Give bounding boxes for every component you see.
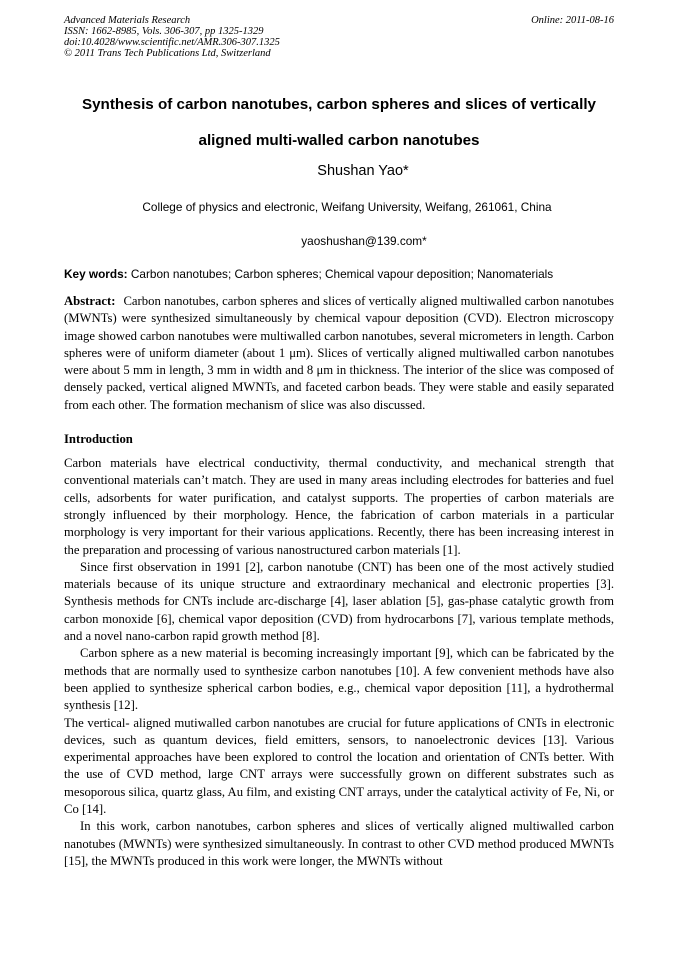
intro-paragraph-3: Carbon sphere as a new material is becoming increasingly important [9], which can be fabricated by the methods that are normally used to synthesize carbon nanotubes [10]. A few convenient methods have also been applied to synthesize spherical carbon bodies, e.g., chemical vapor deposition [11], a hydrothermal synthesis [12].: [64, 646, 614, 713]
journal-header: [64, 15, 614, 59]
keywords: [64, 267, 614, 281]
online-date: Online: 2011-08-16: [531, 15, 614, 26]
affiliation: College of physics and electronic, Weifang University, Weifang, 261061, China: [142, 200, 552, 214]
abstract-text: Carbon nanotubes, carbon spheres and slices of vertically aligned multiwalled carbon nanotubes (MWNTs) were synthesized simultaneously by chemical vapour deposition (CVD). Electron microscopy image showed carbon nanotubes were multiwalled carbon nanotubes, several micrometers in length. Carbon spheres were of uniform diameter (about 1 μm). Slices of vertically aligned multiwalled carbon nanotubes were about 5 mm in length, 3 mm in width and 8 μm in thickness. The interior of the slice was composed of densely packed, vertical aligned MWNTs, and faceted carbon beads. They were stable and easily separated from each other. The formation mechanism of slice was also discussed.: [64, 294, 614, 412]
title-line-2: aligned multi-walled carbon nanotubes: [198, 132, 480, 149]
keywords-text: Carbon nanotubes; Carbon spheres; Chemical vapour deposition; Nanomaterials: [130, 267, 554, 281]
journal-name: Advanced Materials Research: [64, 15, 191, 26]
title-line-1: Synthesis of carbon nanotubes, carbon spheres and slices of vertically: [81, 96, 596, 113]
author-name: Shushan Yao*: [317, 163, 409, 179]
abstract: [64, 293, 614, 414]
intro-paragraph-5: In this work, carbon nanotubes, carbon spheres and slices of vertically aligned multiwalled carbon nanotubes (MWNTs) were synthesized simultaneously. In contrast to other CVD method produced MWNTs [15], the MWNTs produced in this work were longer, the MWNTs without: [64, 819, 614, 868]
intro-paragraph-1: Carbon materials have electrical conductivity, thermal conductivity, and mechanical strength that conventional materials can’t match. They are used in many areas including electrodes for batteries and fuel cells, adsorbents for water purification, and catalyst supports. The properties of carbon materials are strongly influenced by their morphology. Hence, the fabrication of carbon materials in a particular morphology is very important for their various applications. Recently, there has been increasing interest in the preparation and processing of various nanostructured carbon materials [1].: [64, 456, 614, 557]
introduction-heading: Introduction: [64, 432, 133, 447]
intro-paragraph-4: The vertical- aligned mutiwalled carbon nanotubes are crucial for future applications of CNTs in electronic devices, such as quantum devices, field emitters, sensors, to nanoelectronic devices [13]. Various experimental approaches have been explored to control the location and orientation of CNTs better. With the use of CVD method, large CNT arrays were successfully grown on different substrates such as mesoporous silica, quartz glass, Au film, and existing CNT arrays, under the catalytical activity of Fe, Ni, or Co [14].: [64, 715, 614, 817]
copyright-line: © 2011 Trans Tech Publications Ltd, Switzerland: [64, 48, 271, 59]
paper-title: [64, 87, 614, 159]
doi-line: doi:10.4028/www.scientific.net/AMR.306-307.1325: [64, 37, 280, 48]
author-email: yaoshushan@139.com*: [301, 234, 427, 248]
keywords-label: Key words:: [64, 267, 128, 281]
abstract-label: Abstract:: [64, 294, 116, 308]
intro-paragraph-2: Since first observation in 1991 [2], carbon nanotube (CNT) has been one of the most actively studied materials because of its unique structure and extraordinary mechanical and electronic properties [3]. Synthesis methods for CNTs include arc-discharge [4], laser ablation [5], gas-phase catalytic growth from carbon monoxide [6], chemical vapor deposition (CVD) from hydrocarbons [7], various template methods, and a novel nano-carbon rapid growth method [8].: [64, 559, 614, 644]
issn-line: ISSN: 1662-8985, Vols. 306-307, pp 1325-1329: [64, 26, 264, 37]
